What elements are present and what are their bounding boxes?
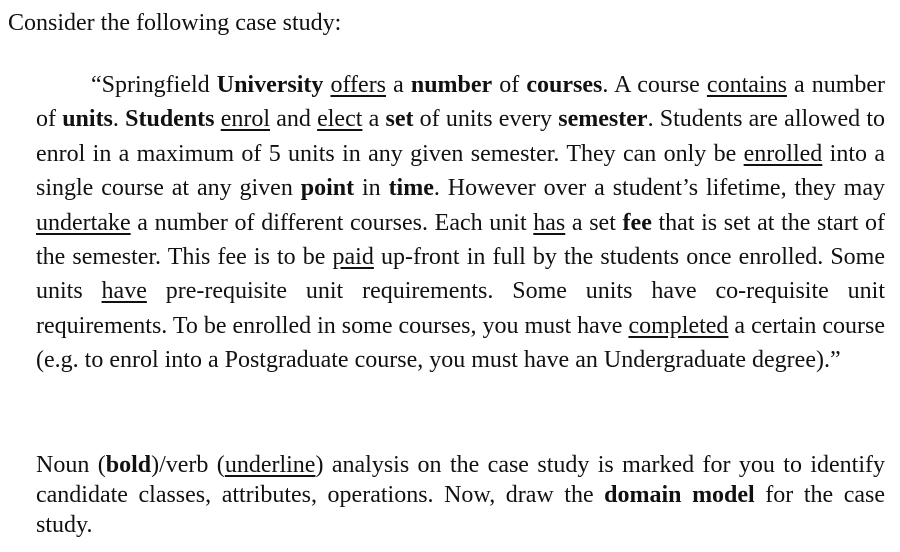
text-run: Noun ( bbox=[36, 452, 106, 478]
text-run: ) analysis on the case study is marked for you to identify candidate classes, attributes, operations. Now, draw the bbox=[36, 452, 886, 508]
text-run: a bbox=[386, 72, 411, 98]
text-run: of bbox=[492, 72, 527, 98]
noun-highlight: fee bbox=[622, 209, 652, 236]
verb-highlight: has bbox=[533, 209, 566, 236]
noun-highlight: courses bbox=[526, 72, 603, 98]
noun-highlight: point bbox=[300, 175, 355, 202]
text-run: in bbox=[354, 175, 389, 202]
verb-highlight: enrol bbox=[220, 106, 271, 133]
text-run: up-front in full by the students once enrolled. Some units bbox=[36, 244, 885, 305]
noun-highlight: bold bbox=[105, 452, 152, 478]
noun-highlight: Students bbox=[125, 106, 215, 133]
text-run: . bbox=[112, 106, 126, 133]
noun-highlight: set bbox=[385, 106, 414, 133]
text-run: for the case study. bbox=[36, 482, 885, 538]
verb-highlight: underline bbox=[224, 452, 316, 478]
text-run: of units every bbox=[413, 106, 559, 133]
noun-highlight: units bbox=[62, 106, 113, 133]
verb-highlight: enrolled bbox=[743, 140, 823, 167]
verb-highlight: elect bbox=[317, 106, 363, 133]
verb-highlight: paid bbox=[332, 244, 374, 271]
verb-highlight: contains bbox=[706, 72, 787, 98]
verb-highlight: have bbox=[101, 278, 147, 305]
text-run: and bbox=[270, 106, 318, 133]
verb-highlight: undertake bbox=[36, 209, 131, 236]
noun-highlight: number bbox=[410, 72, 493, 98]
instructions-paragraph bbox=[36, 450, 885, 540]
text-run: that is set at the start of the semester. This fee is to be bbox=[36, 209, 886, 271]
text-run: a number of bbox=[36, 72, 886, 133]
noun-highlight: University bbox=[216, 72, 324, 98]
noun-highlight: time bbox=[388, 175, 434, 202]
text-run: into a single course at any given bbox=[36, 140, 885, 202]
text-run: a set bbox=[565, 209, 623, 236]
text-run: a certain course (e.g. to enrol into a Postgraduate course, you must have an Undergraduate degree).” bbox=[36, 312, 886, 374]
text-run: . Students are allowed to enrol in a maximum of 5 units in any given semester. They can only be bbox=[36, 106, 886, 167]
text-run: pre-requisite unit requirements. Some units have co-requisite unit requirements. To be enrolled in some courses, you must have bbox=[36, 278, 885, 339]
text-run: “Springfield bbox=[91, 72, 217, 98]
text-run: )/verb ( bbox=[151, 452, 225, 478]
text-run: . A course bbox=[602, 72, 707, 98]
noun-highlight: semester bbox=[558, 106, 648, 133]
text-run: a bbox=[362, 106, 386, 133]
text-run: a number of different courses. Each unit bbox=[130, 209, 534, 236]
noun-highlight: domain model bbox=[604, 482, 755, 508]
verb-highlight: offers bbox=[330, 72, 387, 98]
verb-highlight: completed bbox=[628, 312, 729, 339]
case-study-paragraph bbox=[36, 68, 885, 378]
text-run: . However over a student’s lifetime, they may bbox=[433, 175, 886, 202]
intro-line: Consider the following case study: bbox=[8, 10, 342, 36]
